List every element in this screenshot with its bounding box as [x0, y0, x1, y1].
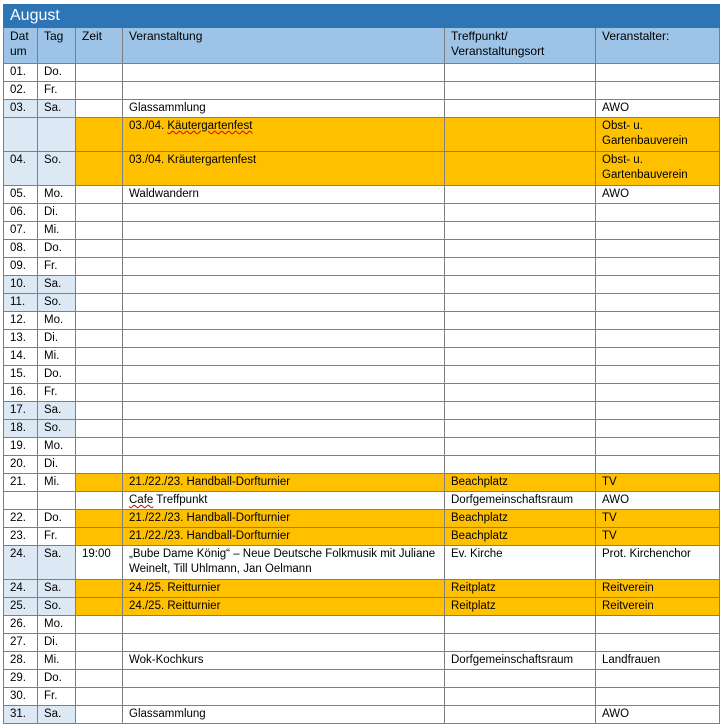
table-row: [4, 402, 720, 420]
cell-veranstalter: TV: [596, 528, 720, 546]
cell-zeit: [76, 510, 123, 528]
cell-ort: [445, 366, 596, 384]
cell-veranstalter: [596, 240, 720, 258]
cell-datum: [4, 118, 38, 152]
cell-datum: 24.: [4, 546, 38, 580]
cell-veranstaltung: [123, 64, 445, 82]
cell-zeit: [76, 474, 123, 492]
cell-tag: Fr.: [38, 82, 76, 100]
cell-zeit: [76, 598, 123, 616]
cell-ort: [445, 706, 596, 724]
cell-veranstaltung: 21./22./23. Handball-Dorfturnier: [123, 528, 445, 546]
header-row: [4, 28, 720, 64]
cell-veranstaltung: 24./25. Reitturnier: [123, 580, 445, 598]
cell-veranstaltung: [123, 82, 445, 100]
cell-datum: 24.: [4, 580, 38, 598]
cell-veranstalter: [596, 384, 720, 402]
cell-ort: [445, 64, 596, 82]
cell-tag: Sa.: [38, 546, 76, 580]
table-row: [4, 258, 720, 276]
cell-veranstalter: [596, 402, 720, 420]
cell-veranstalter: AWO: [596, 706, 720, 724]
cell-tag: So.: [38, 598, 76, 616]
table-row: [4, 330, 720, 348]
header-veranstaltung: Veranstaltung: [123, 28, 445, 64]
cell-veranstalter: [596, 366, 720, 384]
cell-datum: 25.: [4, 598, 38, 616]
cell-veranstalter: Reitverein: [596, 598, 720, 616]
cell-zeit: [76, 204, 123, 222]
cell-veranstaltung: [123, 222, 445, 240]
cell-ort: [445, 152, 596, 186]
table-row: [4, 64, 720, 82]
cell-ort: [445, 186, 596, 204]
cell-zeit: [76, 688, 123, 706]
cell-zeit: [76, 258, 123, 276]
cell-tag: Di.: [38, 204, 76, 222]
cell-tag: Fr.: [38, 688, 76, 706]
table-row: [4, 366, 720, 384]
cell-veranstaltung: [123, 348, 445, 366]
cell-veranstalter: [596, 258, 720, 276]
cell-veranstalter: [596, 634, 720, 652]
cell-ort: [445, 402, 596, 420]
cell-veranstalter: [596, 348, 720, 366]
cell-veranstalter: TV: [596, 474, 720, 492]
cell-zeit: [76, 82, 123, 100]
cell-veranstaltung: [123, 240, 445, 258]
cell-datum: 30.: [4, 688, 38, 706]
cell-ort: [445, 456, 596, 474]
cell-tag: Do.: [38, 240, 76, 258]
cell-veranstaltung: [123, 438, 445, 456]
cell-veranstaltung: [123, 330, 445, 348]
cell-ort: [445, 634, 596, 652]
cell-datum: 14.: [4, 348, 38, 366]
cell-tag: Di.: [38, 634, 76, 652]
cell-datum: 07.: [4, 222, 38, 240]
cell-datum: 09.: [4, 258, 38, 276]
cell-datum: 12.: [4, 312, 38, 330]
table-row: [4, 706, 720, 724]
cell-zeit: [76, 276, 123, 294]
cell-datum: 04.: [4, 152, 38, 186]
cell-veranstalter: [596, 204, 720, 222]
cell-datum: 23.: [4, 528, 38, 546]
cell-veranstalter: [596, 420, 720, 438]
table-row: [4, 152, 720, 186]
table-row: [4, 598, 720, 616]
cell-datum: 01.: [4, 64, 38, 82]
cell-datum: 21.: [4, 474, 38, 492]
cell-veranstalter: Obst- u. Gartenbauverein: [596, 152, 720, 186]
cell-tag: Mi.: [38, 652, 76, 670]
cell-zeit: [76, 64, 123, 82]
cell-ort: [445, 348, 596, 366]
cell-zeit: [76, 492, 123, 510]
cell-datum: 29.: [4, 670, 38, 688]
cell-ort: Beachplatz: [445, 510, 596, 528]
cell-veranstaltung: 03./04. Käutergartenfest: [123, 118, 445, 152]
cell-datum: 31.: [4, 706, 38, 724]
cell-veranstalter: [596, 82, 720, 100]
table-row: [4, 348, 720, 366]
cell-ort: Dorfgemeinschaftsraum: [445, 652, 596, 670]
cell-veranstalter: [596, 330, 720, 348]
cell-datum: 18.: [4, 420, 38, 438]
cell-veranstaltung: Glassammlung: [123, 706, 445, 724]
cell-tag: [38, 118, 76, 152]
cell-datum: 20.: [4, 456, 38, 474]
table-row: [4, 492, 720, 510]
cell-veranstaltung: [123, 294, 445, 312]
cell-tag: Do.: [38, 64, 76, 82]
table-row: [4, 100, 720, 118]
table-row: [4, 528, 720, 546]
cell-ort: Beachplatz: [445, 474, 596, 492]
table-row: [4, 82, 720, 100]
cell-tag: Mi.: [38, 348, 76, 366]
table-row: [4, 670, 720, 688]
cell-veranstalter: Reitverein: [596, 580, 720, 598]
cell-veranstaltung: [123, 420, 445, 438]
cell-zeit: [76, 652, 123, 670]
cell-ort: Dorfgemeinschaftsraum: [445, 492, 596, 510]
cell-ort: [445, 330, 596, 348]
cell-datum: 02.: [4, 82, 38, 100]
cell-ort: [445, 276, 596, 294]
cell-datum: 11.: [4, 294, 38, 312]
cell-tag: Do.: [38, 510, 76, 528]
cell-tag: Mo.: [38, 312, 76, 330]
cell-ort: [445, 294, 596, 312]
cell-zeit: [76, 240, 123, 258]
cell-zeit: [76, 706, 123, 724]
table-row: [4, 240, 720, 258]
cell-ort: [445, 240, 596, 258]
header-veranstalter: Veranstalter:: [596, 28, 720, 64]
cell-veranstaltung: [123, 312, 445, 330]
cell-veranstalter: [596, 438, 720, 456]
cell-zeit: [76, 294, 123, 312]
cell-veranstalter: [596, 670, 720, 688]
cell-veranstaltung: [123, 670, 445, 688]
cell-veranstalter: [596, 294, 720, 312]
cell-datum: 27.: [4, 634, 38, 652]
cell-ort: [445, 670, 596, 688]
cell-zeit: 19:00: [76, 546, 123, 580]
cell-veranstaltung: [123, 616, 445, 634]
cell-datum: 28.: [4, 652, 38, 670]
cell-zeit: [76, 384, 123, 402]
cell-veranstaltung: [123, 204, 445, 222]
cell-veranstaltung: [123, 366, 445, 384]
table-row: [4, 580, 720, 598]
cell-zeit: [76, 616, 123, 634]
cell-tag: Di.: [38, 330, 76, 348]
cell-veranstaltung: [123, 384, 445, 402]
header-ort: Treffpunkt/ Veranstaltungsort: [445, 28, 596, 64]
cell-ort: [445, 312, 596, 330]
table-row: [4, 474, 720, 492]
header-tag: Tag: [38, 28, 76, 64]
cell-tag: So.: [38, 420, 76, 438]
cell-tag: Mi.: [38, 222, 76, 240]
cell-tag: Do.: [38, 366, 76, 384]
cell-datum: 05.: [4, 186, 38, 204]
cell-datum: 15.: [4, 366, 38, 384]
table-row: [4, 312, 720, 330]
cell-tag: Sa.: [38, 580, 76, 598]
cell-tag: Mo.: [38, 616, 76, 634]
table-row: [4, 204, 720, 222]
cell-veranstaltung: [123, 402, 445, 420]
cell-ort: [445, 204, 596, 222]
table-row: [4, 616, 720, 634]
cell-zeit: [76, 456, 123, 474]
cell-tag: Di.: [38, 456, 76, 474]
cell-veranstalter: [596, 312, 720, 330]
cell-tag: Do.: [38, 670, 76, 688]
cell-veranstaltung: Waldwandern: [123, 186, 445, 204]
table-row: [4, 294, 720, 312]
cell-datum: 17.: [4, 402, 38, 420]
cell-tag: Sa.: [38, 706, 76, 724]
cell-veranstaltung: [123, 258, 445, 276]
cell-tag: [38, 492, 76, 510]
cell-veranstaltung: [123, 456, 445, 474]
cell-ort: [445, 384, 596, 402]
cell-zeit: [76, 634, 123, 652]
cell-veranstalter: TV: [596, 510, 720, 528]
cell-veranstaltung: Wok-Kochkurs: [123, 652, 445, 670]
header-datum: Dat um: [4, 28, 38, 64]
cell-tag: Sa.: [38, 276, 76, 294]
cell-ort: [445, 420, 596, 438]
header-zeit: Zeit: [76, 28, 123, 64]
cell-veranstalter: [596, 276, 720, 294]
cell-ort: Reitplatz: [445, 580, 596, 598]
cell-ort: Ev. Kirche: [445, 546, 596, 580]
cell-tag: Fr.: [38, 258, 76, 276]
cell-tag: Fr.: [38, 528, 76, 546]
cell-veranstaltung: 21./22./23. Handball-Dorfturnier: [123, 510, 445, 528]
table-row: [4, 384, 720, 402]
cell-veranstaltung: „Bube Dame König“ – Neue Deutsche Folkmusik mit Juliane Weinelt, Till Uhlmann, Jan Oelmann: [123, 546, 445, 580]
cell-zeit: [76, 348, 123, 366]
cell-zeit: [76, 670, 123, 688]
cell-veranstaltung: [123, 688, 445, 706]
cell-veranstalter: [596, 64, 720, 82]
cell-zeit: [76, 100, 123, 118]
cell-datum: 03.: [4, 100, 38, 118]
calendar-sheet: [3, 4, 719, 724]
cell-datum: 08.: [4, 240, 38, 258]
cell-veranstaltung: [123, 634, 445, 652]
cell-veranstaltung: [123, 276, 445, 294]
cell-ort: [445, 100, 596, 118]
table-row: [4, 118, 720, 152]
cell-tag: Mo.: [38, 438, 76, 456]
table-row: [4, 186, 720, 204]
table-row: [4, 276, 720, 294]
cell-veranstalter: [596, 222, 720, 240]
cell-zeit: [76, 528, 123, 546]
cell-veranstalter: AWO: [596, 186, 720, 204]
cell-zeit: [76, 420, 123, 438]
table-row: [4, 546, 720, 580]
cell-veranstaltung: 03./04. Kräutergartenfest: [123, 152, 445, 186]
table-row: [4, 634, 720, 652]
cell-ort: Reitplatz: [445, 598, 596, 616]
cell-veranstalter: Prot. Kirchenchor: [596, 546, 720, 580]
cell-ort: [445, 438, 596, 456]
table-row: [4, 652, 720, 670]
cell-datum: 19.: [4, 438, 38, 456]
table-row: [4, 456, 720, 474]
cell-veranstaltung: 21./22./23. Handball-Dorfturnier: [123, 474, 445, 492]
cell-zeit: [76, 580, 123, 598]
event-table: [3, 4, 720, 724]
month-title-row: [4, 5, 720, 28]
cell-tag: So.: [38, 152, 76, 186]
cell-zeit: [76, 330, 123, 348]
cell-datum: [4, 492, 38, 510]
table-row: [4, 510, 720, 528]
cell-veranstaltung: Glassammlung: [123, 100, 445, 118]
cell-veranstalter: [596, 688, 720, 706]
cell-ort: [445, 118, 596, 152]
cell-zeit: [76, 402, 123, 420]
cell-veranstalter: [596, 616, 720, 634]
cell-datum: 22.: [4, 510, 38, 528]
cell-tag: So.: [38, 294, 76, 312]
cell-tag: Sa.: [38, 100, 76, 118]
cell-veranstaltung: 24./25. Reitturnier: [123, 598, 445, 616]
cell-ort: [445, 616, 596, 634]
cell-datum: 06.: [4, 204, 38, 222]
cell-veranstalter: AWO: [596, 492, 720, 510]
cell-tag: Sa.: [38, 402, 76, 420]
cell-ort: [445, 258, 596, 276]
cell-zeit: [76, 312, 123, 330]
cell-zeit: [76, 152, 123, 186]
cell-datum: 13.: [4, 330, 38, 348]
table-row: [4, 688, 720, 706]
table-row: [4, 222, 720, 240]
cell-zeit: [76, 186, 123, 204]
cell-ort: [445, 688, 596, 706]
cell-datum: 10.: [4, 276, 38, 294]
cell-datum: 16.: [4, 384, 38, 402]
table-row: [4, 438, 720, 456]
cell-ort: [445, 222, 596, 240]
cell-zeit: [76, 438, 123, 456]
cell-tag: Mi.: [38, 474, 76, 492]
cell-zeit: [76, 118, 123, 152]
cell-ort: Beachplatz: [445, 528, 596, 546]
cell-ort: [445, 82, 596, 100]
cell-veranstalter: AWO: [596, 100, 720, 118]
cell-veranstaltung: Cafe Treffpunkt: [123, 492, 445, 510]
cell-veranstalter: Landfrauen: [596, 652, 720, 670]
table-row: [4, 420, 720, 438]
table-body: [4, 64, 720, 724]
cell-tag: Mo.: [38, 186, 76, 204]
month-title: August: [4, 5, 720, 28]
cell-datum: 26.: [4, 616, 38, 634]
cell-zeit: [76, 366, 123, 384]
cell-zeit: [76, 222, 123, 240]
cell-tag: Fr.: [38, 384, 76, 402]
cell-veranstalter: [596, 456, 720, 474]
cell-veranstalter: Obst- u. Gartenbauverein: [596, 118, 720, 152]
